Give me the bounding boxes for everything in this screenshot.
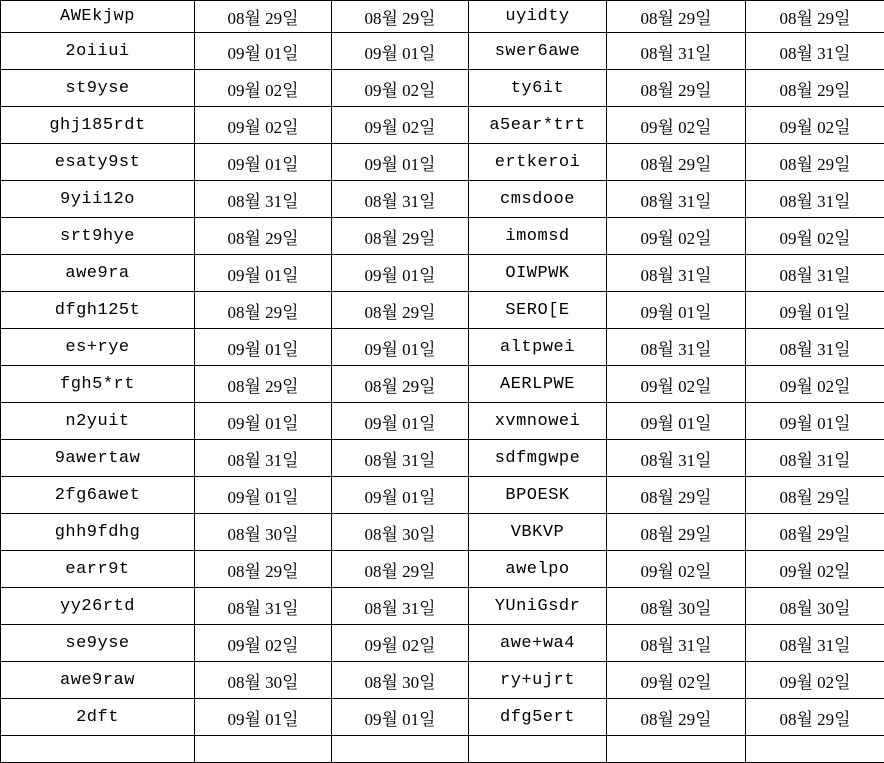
cell-date-b[interactable]: 09월 01일 [332, 699, 469, 736]
cell-date-b[interactable]: 08월 30일 [332, 662, 469, 699]
cell-date-a[interactable] [195, 736, 332, 763]
cell-id-right[interactable]: AERLPWE [469, 366, 607, 403]
cell-id-right[interactable]: ry+ujrt [469, 662, 607, 699]
cell-id-left[interactable]: awe9raw [1, 662, 195, 699]
table-row [1, 440, 884, 477]
cell-id-right[interactable]: dfg5ert [469, 699, 607, 736]
table-row [1, 292, 884, 329]
cell-id-left[interactable]: 2oiiui [1, 33, 195, 70]
cell-date-d[interactable]: 08월 31일 [746, 329, 884, 366]
cell-date-a[interactable]: 08월 30일 [195, 662, 332, 699]
cell-date-b[interactable]: 08월 31일 [332, 181, 469, 218]
cell-date-d[interactable]: 08월 31일 [746, 625, 884, 662]
cell-id-left[interactable]: awe9ra [1, 255, 195, 292]
cell-id-left[interactable]: 2fg6awet [1, 477, 195, 514]
cell-id-left[interactable]: st9yse [1, 70, 195, 107]
cell-date-a[interactable]: 09월 01일 [195, 33, 332, 70]
cell-date-d[interactable]: 09월 02일 [746, 107, 884, 144]
cell-id-right[interactable]: YUniGsdr [469, 588, 607, 625]
cell-date-c[interactable]: 08월 29일 [607, 477, 746, 514]
cell-id-left[interactable]: AWEkjwp [1, 1, 195, 33]
cell-date-d[interactable]: 08월 29일 [746, 477, 884, 514]
cell-id-left[interactable]: esaty9st [1, 144, 195, 181]
cell-id-left[interactable]: fgh5*rt [1, 366, 195, 403]
cell-date-b[interactable]: 09월 01일 [332, 255, 469, 292]
cell-date-b[interactable]: 09월 01일 [332, 144, 469, 181]
cell-date-a[interactable]: 08월 31일 [195, 181, 332, 218]
table-row [1, 736, 884, 763]
cell-date-c[interactable]: 09월 02일 [607, 366, 746, 403]
cell-id-left[interactable]: yy26rtd [1, 588, 195, 625]
cell-date-d[interactable]: 08월 29일 [746, 514, 884, 551]
cell-date-a[interactable]: 09월 02일 [195, 107, 332, 144]
cell-date-b[interactable]: 08월 31일 [332, 440, 469, 477]
table-row [1, 218, 884, 255]
table-row [1, 144, 884, 181]
cell-date-a[interactable]: 09월 02일 [195, 625, 332, 662]
cell-date-a[interactable]: 08월 29일 [195, 218, 332, 255]
cell-date-b[interactable]: 09월 01일 [332, 403, 469, 440]
cell-date-c[interactable]: 08월 29일 [607, 70, 746, 107]
cell-date-b[interactable]: 09월 01일 [332, 329, 469, 366]
cell-date-a[interactable]: 08월 29일 [195, 551, 332, 588]
table-row [1, 514, 884, 551]
cell-id-right[interactable]: xvmnowei [469, 403, 607, 440]
cell-date-b[interactable]: 08월 30일 [332, 514, 469, 551]
cell-date-a[interactable]: 09월 01일 [195, 699, 332, 736]
cell-date-d[interactable]: 08월 29일 [746, 1, 884, 33]
cell-date-b[interactable]: 08월 31일 [332, 588, 469, 625]
cell-date-d[interactable]: 09월 01일 [746, 292, 884, 329]
table-row [1, 699, 884, 736]
cell-date-d[interactable]: 08월 29일 [746, 144, 884, 181]
table-row [1, 33, 884, 70]
cell-date-b[interactable]: 08월 29일 [332, 1, 469, 33]
cell-date-d[interactable]: 08월 31일 [746, 440, 884, 477]
cell-id-right[interactable] [469, 736, 607, 763]
cell-id-right[interactable]: sdfmgwpe [469, 440, 607, 477]
cell-date-a[interactable]: 08월 31일 [195, 440, 332, 477]
cell-date-b[interactable]: 08월 29일 [332, 218, 469, 255]
cell-date-b[interactable]: 08월 29일 [332, 551, 469, 588]
cell-id-left[interactable]: 9yii12o [1, 181, 195, 218]
cell-date-c[interactable]: 08월 31일 [607, 181, 746, 218]
cell-id-right[interactable]: VBKVP [469, 514, 607, 551]
cell-date-c[interactable] [607, 736, 746, 763]
cell-date-c[interactable]: 09월 02일 [607, 551, 746, 588]
table-row [1, 403, 884, 440]
cell-id-left[interactable]: es+rye [1, 329, 195, 366]
cell-date-d[interactable]: 08월 31일 [746, 181, 884, 218]
cell-date-b[interactable]: 09월 02일 [332, 625, 469, 662]
cell-date-a[interactable]: 09월 01일 [195, 255, 332, 292]
cell-id-right[interactable]: SERO[E [469, 292, 607, 329]
cell-date-d[interactable]: 08월 29일 [746, 699, 884, 736]
cell-date-d[interactable]: 08월 31일 [746, 33, 884, 70]
table-row [1, 477, 884, 514]
cell-id-left[interactable]: 9awertaw [1, 440, 195, 477]
cell-date-c[interactable]: 08월 31일 [607, 255, 746, 292]
cell-date-c[interactable]: 08월 31일 [607, 440, 746, 477]
cell-date-d[interactable]: 08월 31일 [746, 255, 884, 292]
cell-date-c[interactable]: 08월 29일 [607, 514, 746, 551]
cell-id-right[interactable]: uyidty [469, 1, 607, 33]
cell-date-c[interactable]: 08월 31일 [607, 33, 746, 70]
cell-date-b[interactable]: 09월 02일 [332, 70, 469, 107]
table-row [1, 255, 884, 292]
cell-date-b[interactable]: 09월 01일 [332, 33, 469, 70]
cell-date-a[interactable]: 09월 01일 [195, 403, 332, 440]
table-row [1, 70, 884, 107]
table-row [1, 662, 884, 699]
cell-date-d[interactable]: 09월 02일 [746, 218, 884, 255]
cell-id-left[interactable]: 2dft [1, 699, 195, 736]
cell-date-a[interactable]: 09월 02일 [195, 70, 332, 107]
cell-date-d[interactable] [746, 736, 884, 763]
table-row [1, 181, 884, 218]
cell-date-b[interactable]: 09월 02일 [332, 107, 469, 144]
cell-id-left[interactable]: se9yse [1, 625, 195, 662]
cell-id-right[interactable]: swer6awe [469, 33, 607, 70]
table-row [1, 1, 884, 33]
cell-date-a[interactable]: 09월 01일 [195, 144, 332, 181]
cell-date-a[interactable]: 08월 30일 [195, 514, 332, 551]
cell-date-c[interactable]: 08월 29일 [607, 1, 746, 33]
table-row [1, 625, 884, 662]
cell-date-a[interactable]: 09월 01일 [195, 477, 332, 514]
cell-date-a[interactable]: 08월 31일 [195, 588, 332, 625]
cell-date-c[interactable]: 09월 02일 [607, 218, 746, 255]
cell-date-c[interactable]: 09월 01일 [607, 403, 746, 440]
cell-date-c[interactable]: 08월 30일 [607, 588, 746, 625]
cell-date-a[interactable]: 09월 01일 [195, 329, 332, 366]
cell-id-left[interactable]: dfgh125t [1, 292, 195, 329]
table-row [1, 107, 884, 144]
table-body [1, 1, 884, 763]
cell-date-d[interactable]: 08월 29일 [746, 70, 884, 107]
cell-date-c[interactable]: 08월 29일 [607, 144, 746, 181]
cell-id-right[interactable]: cmsdooe [469, 181, 607, 218]
cell-date-a[interactable]: 08월 29일 [195, 1, 332, 33]
cell-id-right[interactable]: awelpo [469, 551, 607, 588]
cell-id-right[interactable]: awe+wa4 [469, 625, 607, 662]
cell-date-c[interactable]: 09월 01일 [607, 292, 746, 329]
cell-date-a[interactable]: 08월 29일 [195, 292, 332, 329]
cell-id-right[interactable]: ty6it [469, 70, 607, 107]
cell-id-right[interactable]: ertkeroi [469, 144, 607, 181]
cell-date-d[interactable]: 09월 01일 [746, 403, 884, 440]
table-row [1, 588, 884, 625]
cell-id-right[interactable]: a5ear*trt [469, 107, 607, 144]
cell-date-b[interactable]: 09월 01일 [332, 477, 469, 514]
table-row [1, 329, 884, 366]
cell-id-left[interactable]: srt9hye [1, 218, 195, 255]
cell-date-c[interactable]: 08월 31일 [607, 329, 746, 366]
cell-date-a[interactable]: 08월 29일 [195, 366, 332, 403]
cell-id-right[interactable]: imomsd [469, 218, 607, 255]
cell-date-d[interactable]: 09월 02일 [746, 366, 884, 403]
table-row [1, 551, 884, 588]
cell-date-d[interactable]: 09월 02일 [746, 662, 884, 699]
cell-id-left[interactable]: earr9t [1, 551, 195, 588]
cell-date-c[interactable]: 09월 02일 [607, 107, 746, 144]
cell-date-c[interactable]: 08월 31일 [607, 625, 746, 662]
cell-id-right[interactable]: OIWPWK [469, 255, 607, 292]
cell-date-b[interactable] [332, 736, 469, 763]
cell-id-left[interactable]: n2yuit [1, 403, 195, 440]
cell-id-right[interactable]: altpwei [469, 329, 607, 366]
cell-id-left[interactable] [1, 736, 195, 763]
cell-date-b[interactable]: 08월 29일 [332, 366, 469, 403]
cell-date-c[interactable]: 08월 29일 [607, 699, 746, 736]
cell-date-c[interactable]: 09월 02일 [607, 662, 746, 699]
cell-id-left[interactable]: ghh9fdhg [1, 514, 195, 551]
cell-id-left[interactable]: ghj185rdt [1, 107, 195, 144]
table-row [1, 366, 884, 403]
cell-date-d[interactable]: 09월 02일 [746, 551, 884, 588]
cell-id-right[interactable]: BPOESK [469, 477, 607, 514]
cell-date-b[interactable]: 08월 29일 [332, 292, 469, 329]
cell-date-d[interactable]: 08월 30일 [746, 588, 884, 625]
